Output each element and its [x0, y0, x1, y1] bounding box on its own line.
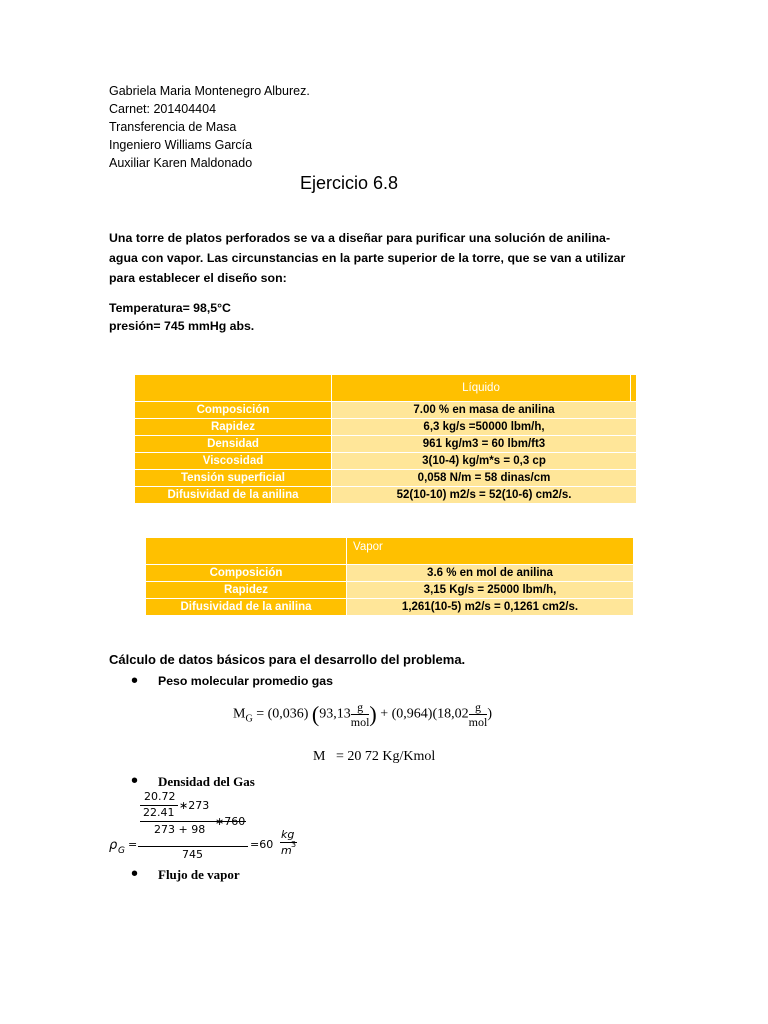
table-row — [135, 436, 637, 453]
row-label: Viscosidad — [135, 453, 332, 470]
unit-fraction — [351, 700, 370, 729]
eq-mid: + (0,964)(18,02 — [376, 706, 469, 722]
unit-num-2: g — [469, 700, 488, 715]
vapor-table-corner — [146, 538, 347, 565]
rho-unit-exp: 3 — [291, 840, 297, 849]
equation-m: M = 20 72 Kg/Kmol — [313, 749, 436, 764]
table-row — [135, 402, 637, 419]
bullet-dot: • — [131, 770, 139, 792]
bullet-dot: • — [131, 670, 139, 692]
row-value: 6,3 kg/s =50000 lbm/h, — [332, 419, 637, 436]
unit-den: mol — [350, 715, 370, 729]
table-row — [146, 582, 634, 599]
paren-close: ) — [369, 701, 377, 727]
row-value: 961 kg/m3 = 60 lbm/ft3 — [332, 436, 637, 453]
paren-open: ( — [311, 701, 320, 727]
row-value: 3(10-4) kg/m*s = 0,3 cp — [332, 453, 637, 470]
rho-unit-den: m — [281, 844, 292, 857]
rho-equals: = — [128, 838, 138, 851]
bullet-gas-density: Densidad del Gas — [158, 774, 255, 789]
rho-main-line — [138, 846, 248, 847]
page-title: Ejercicio 6.8 — [300, 173, 399, 193]
eq-term1: 93,13 — [319, 706, 351, 722]
row-label: Difusividad de la anilina — [146, 599, 347, 616]
row-value: 7.00 % en masa de anilina — [332, 402, 637, 419]
rho-den: 745 — [182, 848, 203, 861]
rho-lhs: ρ — [109, 838, 118, 853]
engineer: Ingeniero Williams García — [109, 138, 253, 152]
rho-d1: 22.41 — [143, 806, 175, 819]
table-row — [135, 453, 637, 470]
rho-mult2: ∗760 — [215, 815, 246, 828]
rho-lhs-sub: G — [118, 846, 125, 856]
bullet-dot: • — [131, 863, 139, 885]
row-value: 1,261(10-5) m2/s = 0,1261 cm2/s. — [347, 599, 634, 616]
equation-mg — [233, 700, 492, 729]
row-value: 52(10-10) m2/s = 52(10-6) cm2/s. — [332, 487, 637, 504]
course: Transferencia de Masa — [109, 120, 237, 134]
table-row — [146, 599, 634, 616]
eq-lhs-sub: G — [245, 713, 253, 725]
intro-paragraph: Una torre de platos perforados se va a diseñar para purificar una solución de anilina-agua con vapor. Las circunstancias en la parte superior de la torre, que se van a utilizar para establecer el diseño son: — [109, 231, 626, 285]
equation-rho — [109, 790, 329, 870]
liquid-table-corner — [135, 375, 332, 402]
row-value: 3,15 Kg/s = 25000 lbm/h, — [347, 582, 634, 599]
carnet: Carnet: 201404404 — [109, 102, 217, 116]
table-row — [135, 419, 637, 436]
vapor-table — [145, 537, 634, 616]
row-label: Densidad — [135, 436, 332, 453]
row-label: Tensión superficial — [135, 470, 332, 487]
rho-n1: 20.72 — [144, 790, 176, 803]
row-label: Composición — [146, 565, 347, 582]
liquid-table-edge — [631, 375, 637, 402]
author-name: Gabriela Maria Montenegro Alburez. — [109, 84, 310, 98]
eq-part: = (0,036) — [252, 706, 309, 722]
liquid-table — [134, 374, 637, 504]
row-label: Rapidez — [135, 419, 332, 436]
rho-unit-num: kg — [281, 828, 295, 841]
section-title: Cálculo de datos básicos para el desarrollo del problema. — [109, 652, 466, 667]
pressure: presión= 745 mmHg abs. — [109, 319, 255, 333]
unit-den-2: mol — [468, 715, 488, 729]
row-value: 3.6 % en mol de anilina — [347, 565, 634, 582]
row-label: Rapidez — [146, 582, 347, 599]
rho-d2: 273 + 98 — [154, 823, 206, 836]
liquid-table-header: Líquido — [332, 375, 631, 402]
temperature: Temperatura= 98,5°C — [109, 301, 231, 315]
vapor-table-header: Vapor — [347, 538, 634, 565]
table-row — [146, 565, 634, 582]
rho-result: =60 — [250, 838, 274, 851]
unit-num: g — [351, 700, 370, 715]
eq-end: ) — [487, 706, 492, 722]
row-label: Difusividad de la anilina — [135, 487, 332, 504]
assistant: Auxiliar Karen Maldonado — [109, 156, 253, 170]
bullet-vapor-flow: Flujo de vapor — [158, 867, 240, 882]
table-row — [135, 470, 637, 487]
eq-lhs: M — [233, 706, 246, 722]
table-row — [135, 487, 637, 504]
row-value: 0,058 N/m = 58 dinas/cm — [332, 470, 637, 487]
row-label: Composición — [135, 402, 332, 419]
bullet-molecular-weight: Peso molecular promedio gas — [158, 674, 333, 688]
unit-fraction-2 — [469, 700, 488, 729]
rho-mult1: ∗273 — [179, 799, 210, 812]
